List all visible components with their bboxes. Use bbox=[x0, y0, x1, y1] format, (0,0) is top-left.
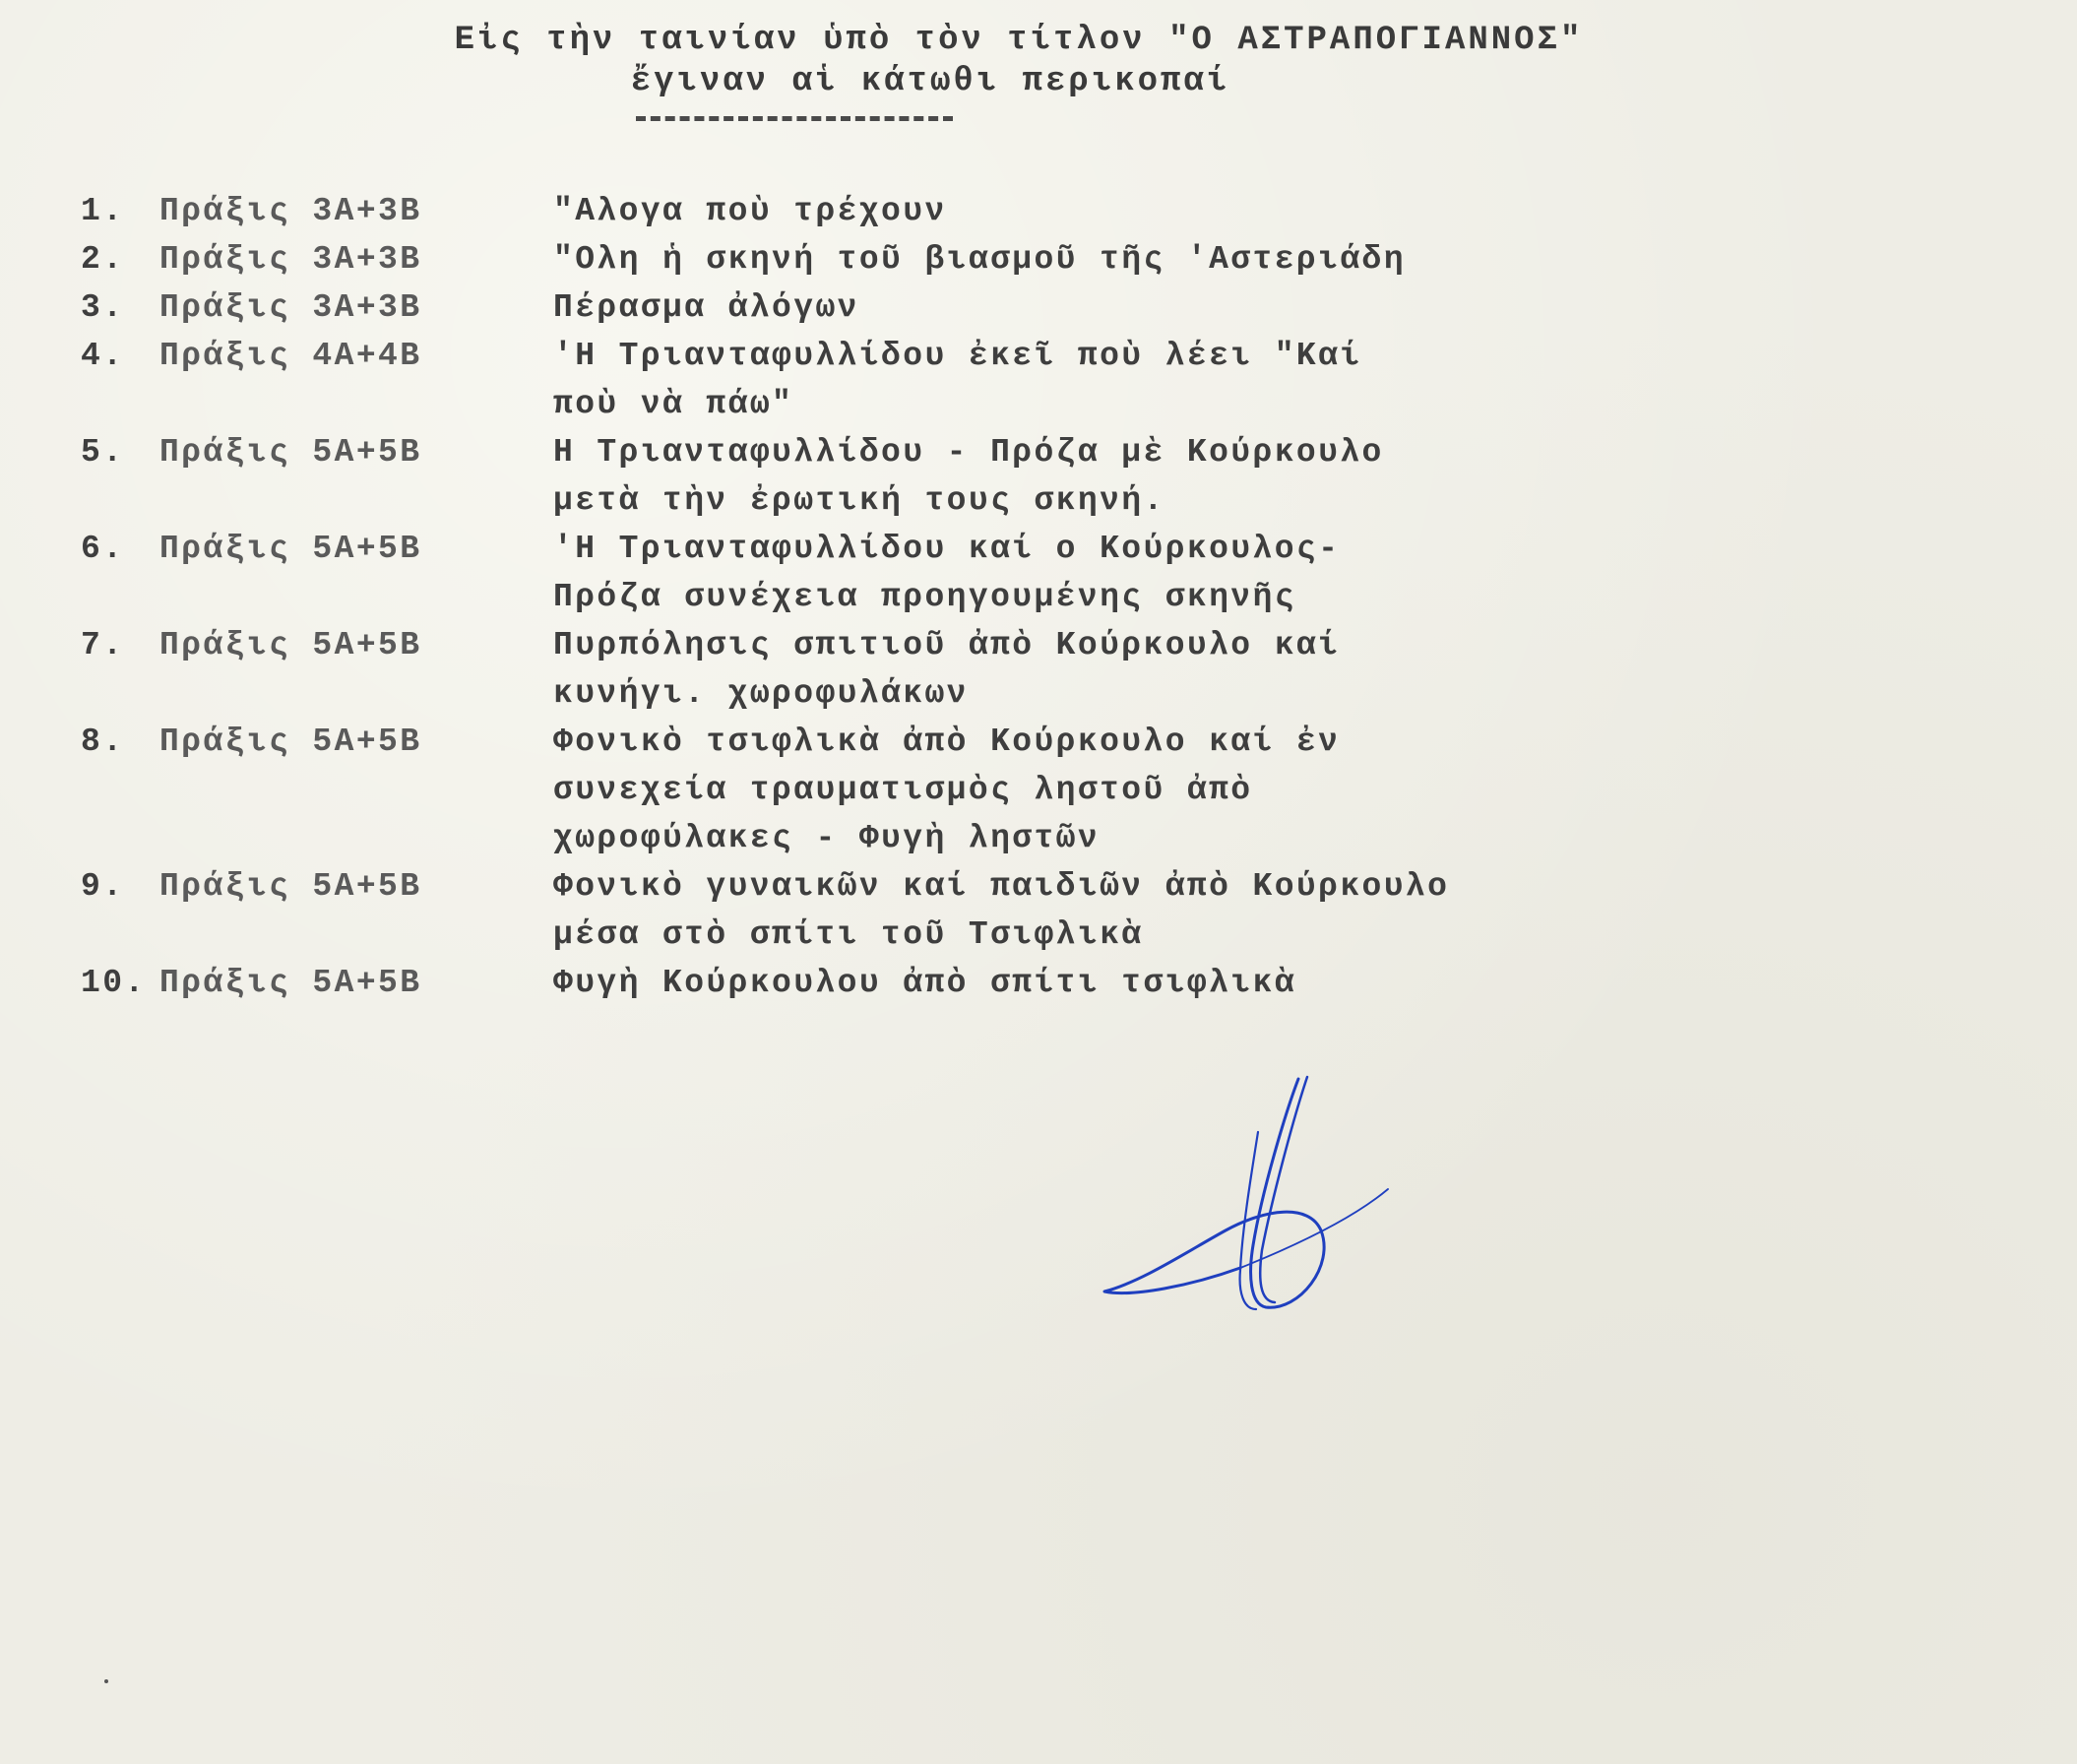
title-underline bbox=[636, 116, 953, 121]
item-number: 2. bbox=[81, 241, 125, 278]
paper-speck bbox=[104, 1679, 108, 1683]
item-act: Πράξις 5Α+5Β bbox=[159, 724, 422, 760]
list-item bbox=[81, 235, 1951, 284]
item-act: Πράξις 5Α+5Β bbox=[159, 965, 422, 1001]
item-number: 6. bbox=[81, 531, 125, 567]
item-description bbox=[553, 862, 1951, 959]
item-description bbox=[553, 284, 1951, 332]
item-description-line: μετὰ τὴν ἐρωτική τους σκηνή. bbox=[553, 482, 1165, 519]
item-number: 9. bbox=[81, 868, 125, 905]
item-description bbox=[553, 332, 1951, 428]
item-description-line: Πέρασμα ἀλόγων bbox=[553, 289, 859, 326]
item-act: Πράξις 3Α+3Β bbox=[159, 193, 422, 229]
item-description-line: 'Η Τριανταφυλλίδου ἐκεῖ ποὺ λέει "Καί bbox=[553, 338, 1362, 374]
item-description-line: 'Η Τριανταφυλλίδου καί ο Κούρκουλος- bbox=[553, 531, 1341, 567]
signature-icon bbox=[1093, 1073, 1398, 1339]
item-description bbox=[553, 525, 1951, 621]
list-item bbox=[81, 862, 1951, 959]
item-number: 4. bbox=[81, 338, 125, 374]
list-item bbox=[81, 525, 1951, 621]
item-act: Πράξις 5Α+5Β bbox=[159, 627, 422, 663]
item-description-line: Πυρπόλησις σπιτιοῦ ἀπὸ Κούρκουλο καί bbox=[553, 627, 1341, 663]
item-description bbox=[553, 187, 1951, 235]
title-line-2: ἔγιναν αἱ κάτωθι περικοπαί bbox=[630, 63, 1230, 100]
title-line-1: Εἰς τὴν ταινίαν ὑπὸ τὸν τίτλον "Ο ΑΣΤΡΑΠΟΓΙΑΝΝΟΣ" bbox=[454, 22, 1584, 59]
item-description-line: Φυγὴ Κούρκουλου ἀπὸ σπίτι τσιφλικὰ bbox=[553, 965, 1296, 1001]
item-description-line: ποὺ νὰ πάω" bbox=[553, 386, 794, 422]
item-description-line: Φονικὸ τσιφλικὰ ἀπὸ Κούρκουλο καί ἐν bbox=[553, 724, 1341, 760]
list-item bbox=[81, 332, 1951, 428]
item-number: 3. bbox=[81, 289, 125, 326]
list-item bbox=[81, 187, 1951, 235]
item-act: Πράξις 3Α+3Β bbox=[159, 241, 422, 278]
item-description bbox=[553, 959, 1951, 1007]
item-number: 1. bbox=[81, 193, 125, 229]
item-act: Πράξις 5Α+5Β bbox=[159, 868, 422, 905]
item-act: Πράξις 4Α+4Β bbox=[159, 338, 422, 374]
list-item bbox=[81, 428, 1951, 525]
item-act: Πράξις 3Α+3Β bbox=[159, 289, 422, 326]
item-description bbox=[553, 718, 1951, 862]
item-description-line: Η Τριανταφυλλίδου - Πρόζα μὲ Κούρκουλο bbox=[553, 434, 1384, 471]
item-description-line: συνεχεία τραυματισμὸς ληστοῦ ἀπὸ bbox=[553, 772, 1253, 808]
item-description bbox=[553, 621, 1951, 718]
item-number: 8. bbox=[81, 724, 125, 760]
item-number: 7. bbox=[81, 627, 125, 663]
item-act: Πράξις 5Α+5Β bbox=[159, 434, 422, 471]
item-description-line: χωροφύλακες - Φυγὴ ληστῶν bbox=[553, 820, 1101, 856]
list-item bbox=[81, 959, 1951, 1007]
item-number: 10. bbox=[81, 965, 147, 1001]
item-description-line: Πρόζα συνέχεια προηγουμένης σκηνῆς bbox=[553, 579, 1296, 615]
item-description-line: μέσα στὸ σπίτι τοῦ Τσιφλικὰ bbox=[553, 916, 1144, 953]
item-description bbox=[553, 428, 1951, 525]
list-item bbox=[81, 284, 1951, 332]
item-act: Πράξις 5Α+5Β bbox=[159, 531, 422, 567]
item-description-line: "Αλογα ποὺ τρέχουν bbox=[553, 193, 947, 229]
item-number: 5. bbox=[81, 434, 125, 471]
list-item bbox=[81, 718, 1951, 862]
cuts-list bbox=[81, 187, 1951, 1007]
item-description bbox=[553, 235, 1951, 284]
item-description-line: κυνήγι. χωροφυλάκων bbox=[553, 675, 969, 712]
item-description-line: Φονικὸ γυναικῶν καί παιδιῶν ἀπὸ Κούρκουλο bbox=[553, 868, 1450, 905]
list-item bbox=[81, 621, 1951, 718]
item-description-line: "Ολη ἡ σκηνή τοῦ βιασμοῦ τῆς 'Αστεριάδη bbox=[553, 241, 1406, 278]
